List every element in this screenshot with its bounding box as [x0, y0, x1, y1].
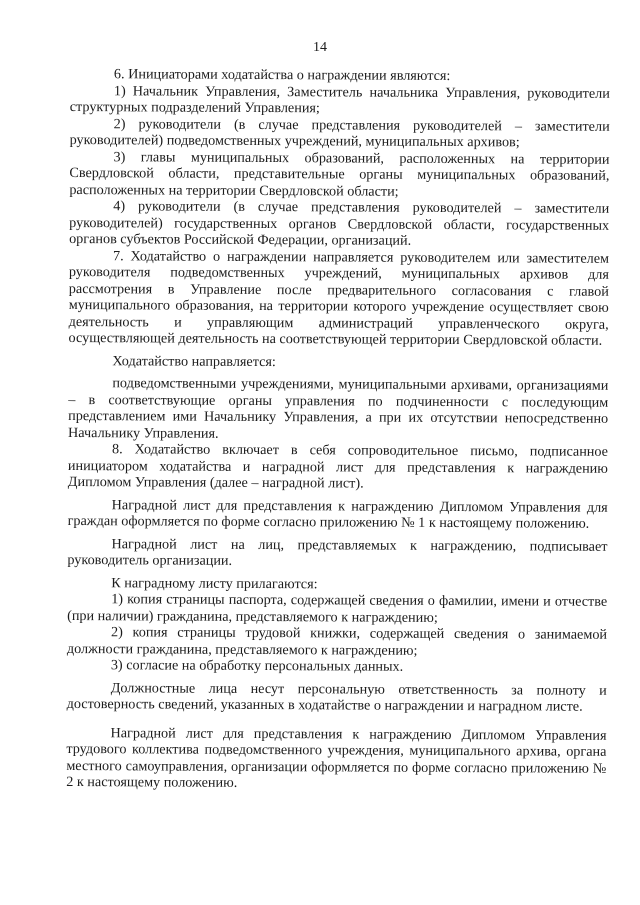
paragraph-responsibility: Должностные лица несут персональную ответственность за полноту и достоверность сведений, указанных в ходатайстве о награждении и наградном листе. — [66, 679, 607, 715]
paragraph-initiators-item-1: 1) Начальник Управления, Заместитель начальника Управления, руководители структурных подразделений Управления; — [69, 82, 610, 117]
paragraph-initiators-heading: 6. Инициаторами ходатайства о награждении являются: — [113, 66, 451, 84]
document-body — [66, 66, 610, 793]
page-number: 14 — [313, 40, 327, 55]
paragraph-section-8: 8. Ходатайство включает в себя сопроводительное письмо, подписанное инициатором ходатайства и наградной лист для представления к награждению Дипломом Управления (далее – наградной лист). — [67, 441, 609, 492]
paragraph-initiators-item-4: 4) руководители (в случае представления руководителей – заместители руководителей) государственных органов Свердловской области, государственных органов субъектов Российской Федерации, организаций. — [69, 198, 610, 249]
paragraph-attachment-1: 1) копия страницы паспорта, содержащей сведения о фамилии, имени и отчестве (при наличии) гражданина, представляемого к награждению; — [67, 591, 608, 626]
paragraph-initiators-item-3: 3) главы муниципальных образований, расположенных на территории Свердловской области, представительные органы муниципальных образований, расположенных на территории Свердловской области; — [69, 148, 610, 200]
paragraph-petition-routing: подведомственными учреждениями, муниципальными архивами, организациями – в соответствующие органы управления по подчиненности с последующим представлением ими Начальнику Управления, а при их отсутствии непосредственно Начальнику Управления. — [68, 375, 609, 442]
paragraph-attachments-heading: К наградному листу прилагаются: — [111, 574, 318, 592]
paragraph-award-sheet-citizens: Наградной лист для представления к награждению Дипломом Управления для граждан оформляется по форме согласно приложению № 1 к настоящему положению. — [67, 496, 608, 532]
paragraph-petition-sent: Ходатайство направляется: — [112, 352, 276, 370]
paragraph-attachment-2: 2) копия страницы трудовой книжки, содержащей сведения о занимаемой должности гражданина, представляемого к награждению; — [66, 624, 608, 659]
paragraph-initiators-item-2: 2) руководители (в случае представления руководителей – заместители руководителей) подведомственных учреждений, муниципальных архивов; — [69, 115, 610, 151]
paragraph-award-sheet-collective: Наградной лист для представления к награждению Дипломом Управления трудового коллектива подведомственного учреждения, муниципального архива, органа местного самоуправления, организации оформляется по форме согласно приложению № 2 к настоящему положению. — [66, 724, 607, 791]
paragraph-section-7: 7. Ходатайство о награждении направляется руководителем или заместителем руководителя подведомственных учреждений, муниципальных архивов для рассмотрения в Управление после предварительного согласования с главой муниципального образования, на территории которого учреждение осуществляет свою деятельность и управляющим администраций управленческого округа, осуществляющей деятельность на соответствующей территории Свердловской области. — [68, 247, 610, 349]
paragraph-award-sheet-signature: Наградной лист на лиц, представляемых к награждению, подписывает руководитель организации. — [67, 535, 608, 569]
paragraph-attachment-3: 3) согласие на обработку персональных данных. — [110, 657, 404, 675]
